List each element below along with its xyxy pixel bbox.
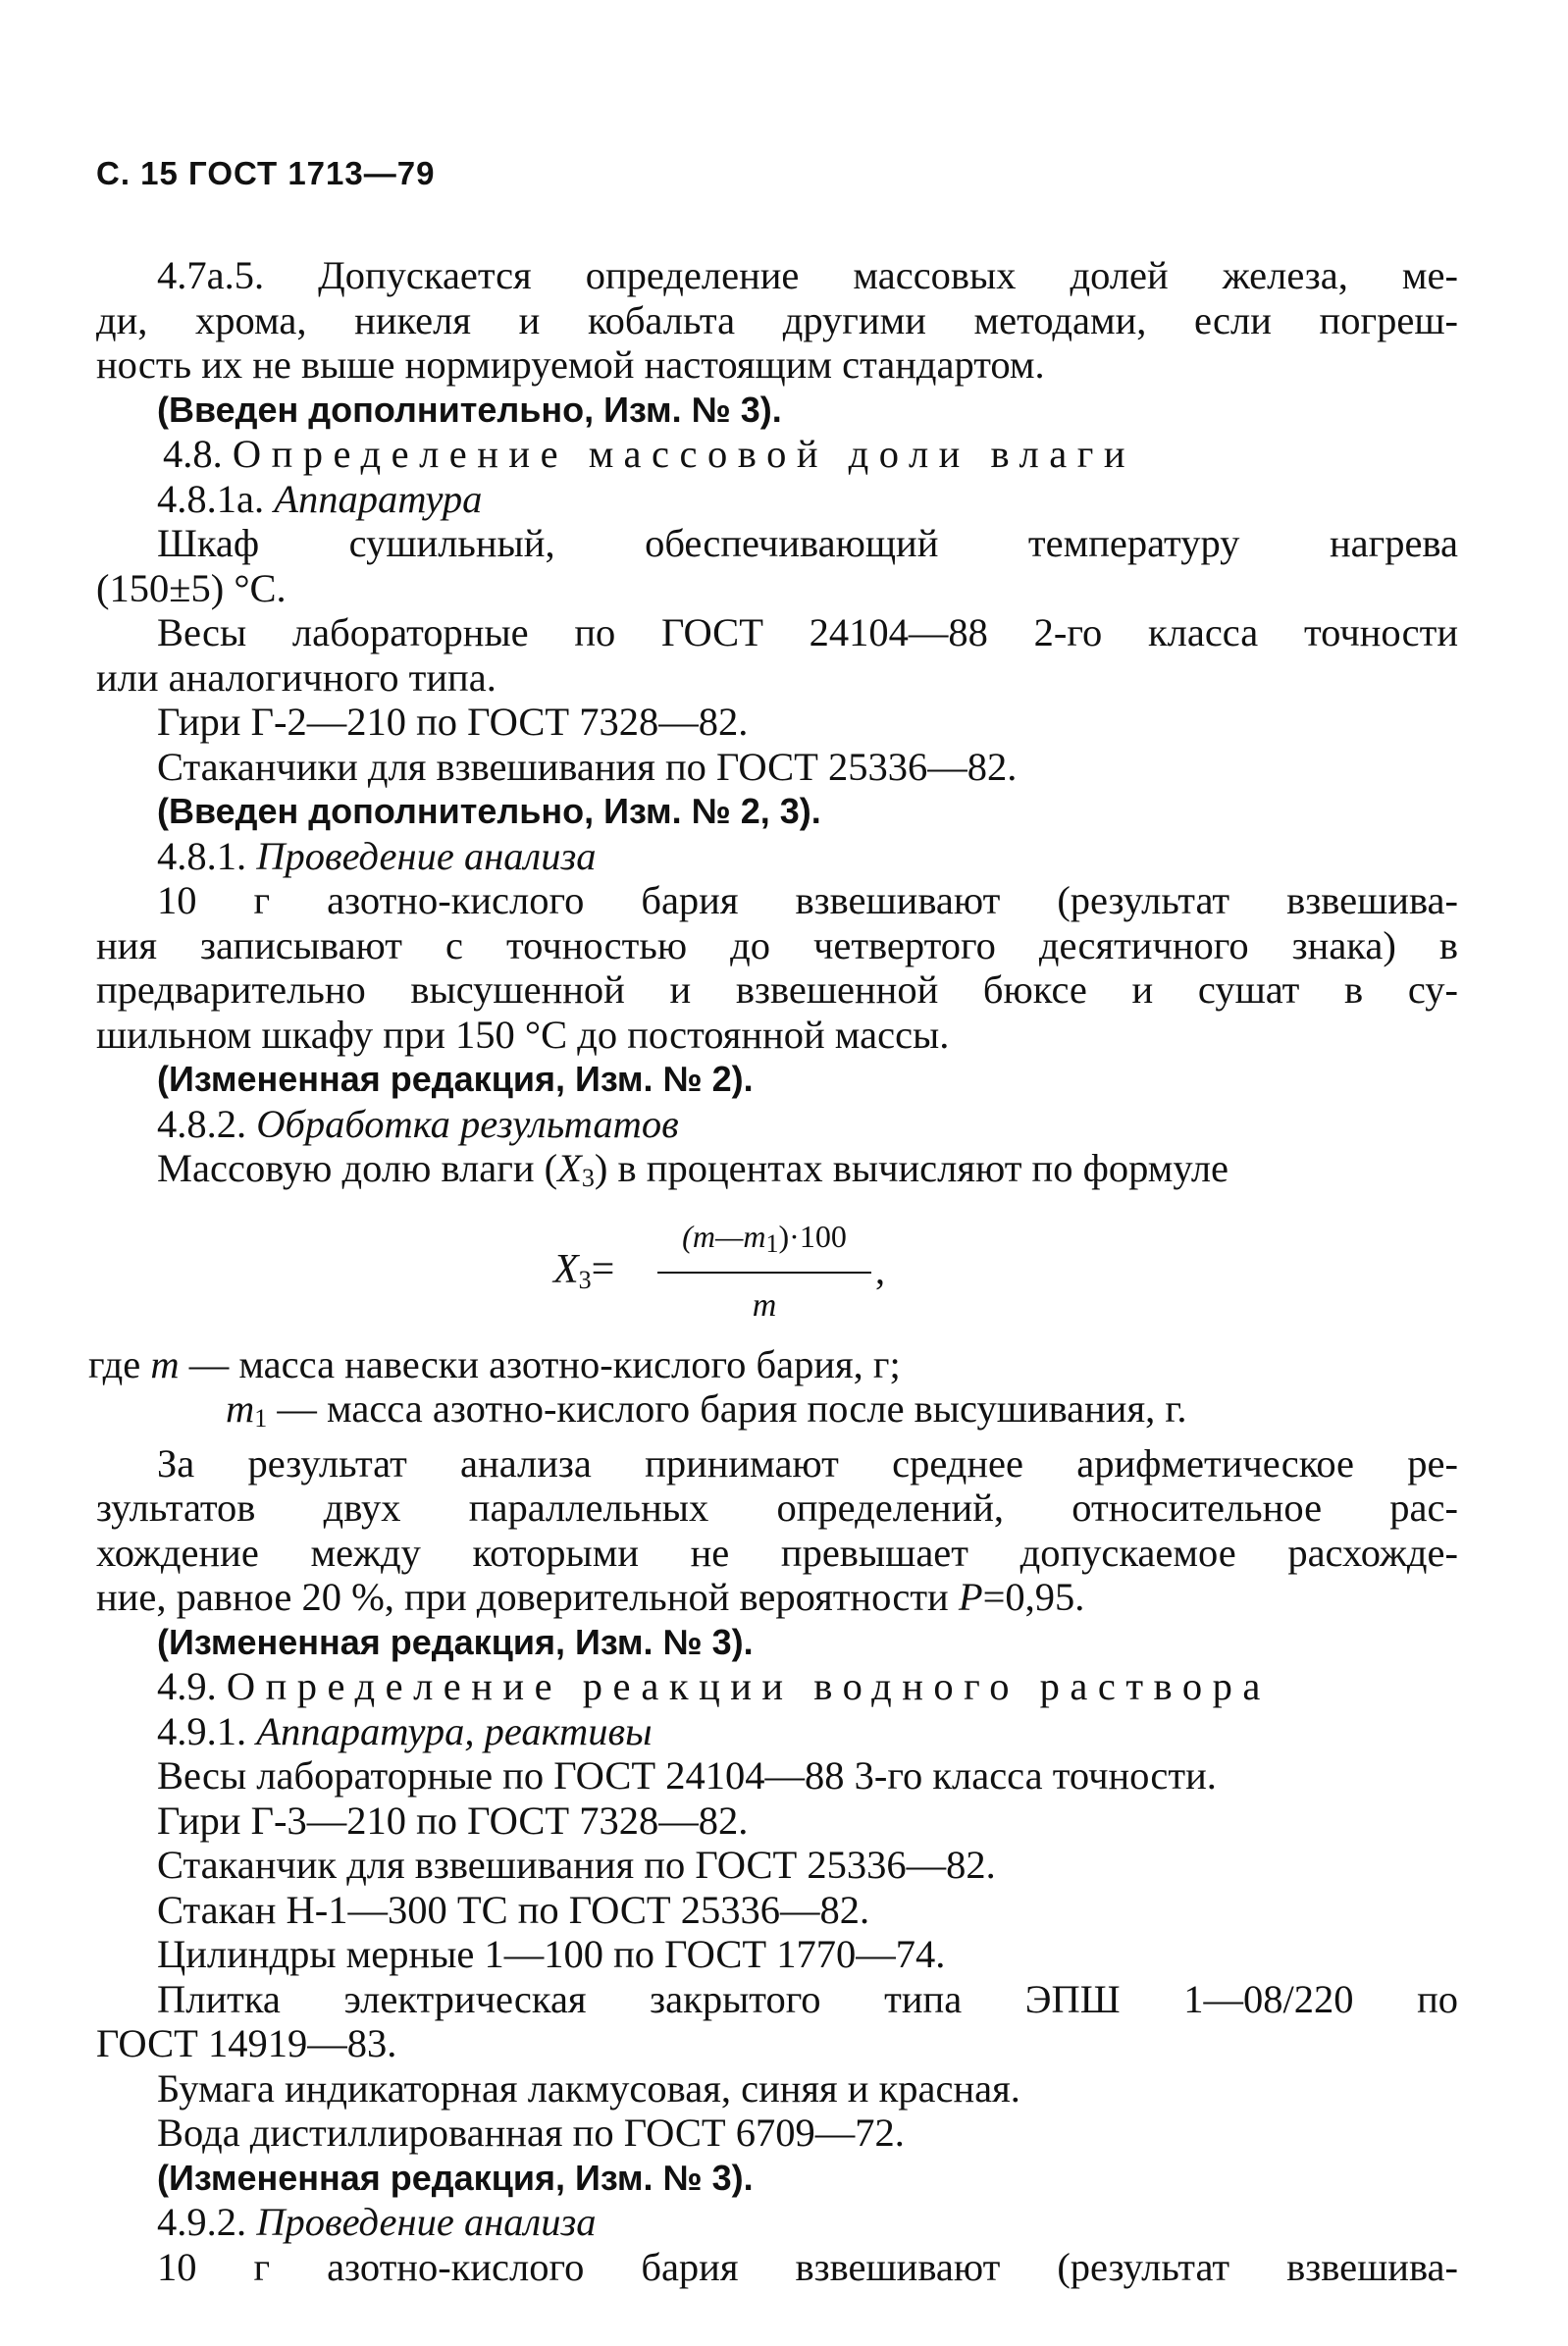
paragraph-hotplate: [96, 1976, 1458, 2066]
paragraph-litmus: Бумага индикаторная лакмусовая, синяя и красная.: [157, 2065, 1020, 2111]
variable-symbol: P: [958, 1575, 983, 1619]
paragraph-weights-2: Гири Г-3—210 по ГОСТ 7328—82.: [157, 1798, 749, 1843]
numerator-tail: )·100: [778, 1218, 847, 1254]
where-line-1: [88, 1342, 1458, 1387]
subsection-heading-4-8-1a: [157, 477, 1458, 522]
variable-symbol: m: [226, 1386, 255, 1431]
section-title: Проведение анализа: [256, 833, 597, 878]
section-number: 4.8.1.: [157, 833, 247, 878]
fraction-bar: [657, 1272, 871, 1274]
section-number: 4.9.2.: [157, 2200, 247, 2244]
paragraph-formula-intro: [157, 1146, 1458, 1201]
variable-symbol: X: [557, 1146, 582, 1190]
paragraph-cylinders: Цилиндры мерные 1—100 по ГОСТ 1770—74.: [157, 1932, 946, 1976]
text-line: или аналогичного типа.: [96, 654, 497, 700]
amendment-note: (Измененная редакция, Изм. № 2).: [157, 1059, 754, 1099]
section-number: 4.8.2.: [157, 1101, 247, 1146]
where-text: — масса навески азотно-кислого бария, г;: [179, 1341, 901, 1386]
formula-subscript: 3: [578, 1265, 592, 1294]
subsection-heading-4-8-1: [157, 834, 1458, 879]
paragraph-scales-2: Весы лабораторные по ГОСТ 24104—88 3-го класса точности.: [157, 1753, 1217, 1798]
text-line: ность их не выше нормируемой настоящим стандартом.: [96, 342, 1045, 387]
formula-equals: =: [591, 1246, 615, 1292]
text-line: 10 г азотно-кислого бария взвешивают (результат взвешива-: [157, 878, 1458, 922]
section-title: Аппаратура, реактивы: [256, 1708, 653, 1753]
section-title: Проведение анализа: [256, 2200, 597, 2244]
paragraph-weights-1: Гири Г-2—210 по ГОСТ 7328—82.: [157, 700, 749, 744]
paragraph-cups-1: Стаканчики для взвешивания по ГОСТ 25336—82.: [157, 744, 1018, 789]
paragraph-beaker: Стакан Н-1—300 ТС по ГОСТ 25336—82.: [157, 1887, 870, 1932]
text-fragment: =0,95.: [982, 1575, 1085, 1619]
section-title: Определение массовой доли влаги: [232, 432, 1136, 476]
variable-subscript: 3: [581, 1164, 595, 1192]
text-line: 10 г азотно-кислого бария взвешивают (результат взвешива-: [157, 2244, 1458, 2289]
text-line: 4.7а.5. Допускается определение массовых долей железа, ме-: [157, 253, 1458, 297]
text-line: ния записывают с точностью до четвертого десятичного знака) в: [96, 922, 1458, 967]
paragraph-analysis-2: [157, 2245, 1458, 2290]
subsection-heading-4-9-1: [157, 1709, 1458, 1754]
subsection-heading-4-9-2: [157, 2200, 1458, 2245]
section-heading-4-9: [157, 1664, 1458, 1709]
amendment-note: (Измененная редакция, Изм. № 3).: [157, 1621, 754, 1662]
paragraph-cup-2: Стаканчик для взвешивания по ГОСТ 25336—82.: [157, 1843, 996, 1887]
where-text: — масса азотно-кислого бария после высушивания, г.: [267, 1386, 1187, 1431]
variable-subscript: 1: [254, 1404, 268, 1433]
section-number: 4.8.: [163, 432, 223, 476]
formula-lhs: [553, 1248, 614, 1303]
text-line: шильном шкафу при 150 °С до постоянной массы.: [96, 1012, 950, 1057]
formula-numerator: [657, 1215, 871, 1267]
variable-symbol: m: [150, 1341, 180, 1386]
formula-denominator: m: [752, 1287, 777, 1324]
formula-comma: ,: [875, 1247, 885, 1292]
section-title: Аппаратура: [274, 476, 483, 521]
text-line: Шкаф сушильный, обеспечивающий температуру нагрева: [157, 521, 1458, 565]
section-number: 4.9.: [157, 1664, 217, 1708]
paragraph-4-7a-5: [96, 253, 1458, 388]
text-line: [96, 1575, 1458, 1620]
paragraph-result: [96, 1440, 1458, 1620]
text-line: Весы лабораторные по ГОСТ 24104—88 2-го класса точности: [157, 610, 1458, 654]
section-number: 4.8.1а.: [157, 476, 265, 521]
paragraph-scales-1: [96, 610, 1458, 700]
where-prefix: где: [88, 1341, 141, 1386]
amendment-note: (Измененная редакция, Изм. № 3).: [157, 2157, 754, 2198]
text-line: За результат анализа принимают среднее арифметическое ре-: [157, 1440, 1458, 1486]
text-line: Плитка электрическая закрытого типа ЭПШ 1—08/220 по: [157, 1976, 1458, 2021]
section-heading-4-8: [163, 432, 1458, 477]
paragraph-dryer: [96, 521, 1458, 610]
formula-moisture: [157, 1209, 1458, 1336]
where-line-2: [226, 1386, 1458, 1441]
text-line: зультатов двух параллельных определений, относительное рас-: [96, 1486, 1458, 1530]
text-fragment: Массовую долю влаги (: [157, 1146, 558, 1190]
text-fragment: ) в процентах вычисляют по формуле: [594, 1146, 1229, 1190]
amendment-note: (Введен дополнительно, Изм. № 3).: [157, 389, 782, 430]
text-line: (150±5) °С.: [96, 565, 287, 610]
text-fragment: ние, равное 20 %, при доверительной вероятности: [96, 1575, 959, 1619]
numerator-part: (m—m: [682, 1218, 766, 1254]
numerator-subscript: 1: [765, 1228, 779, 1258]
subsection-heading-4-8-2: [157, 1102, 1458, 1147]
section-number: 4.9.1.: [157, 1708, 247, 1753]
text-line: ди, хрома, никеля и кобальта другими методами, если погреш-: [96, 297, 1458, 342]
section-title: Определение реакции водного раствора: [226, 1664, 1271, 1708]
document-body: [88, 253, 1458, 2289]
paragraph-water: Вода дистиллированная по ГОСТ 6709—72.: [157, 2111, 905, 2155]
amendment-note: (Введен дополнительно, Изм. № 2, 3).: [157, 791, 821, 831]
paragraph-analysis-1: [96, 878, 1458, 1057]
section-title: Обработка результатов: [256, 1101, 679, 1146]
formula-symbol: X: [553, 1246, 579, 1292]
page-header: С. 15 ГОСТ 1713—79: [96, 155, 436, 191]
text-line: ГОСТ 14919—83.: [96, 2021, 397, 2065]
text-line: предварительно высушенной и взвешенной бюксе и сушат в су-: [96, 967, 1458, 1012]
formula-fraction: [657, 1215, 871, 1329]
text-line: хождение между которыми не превышает допускаемое расхожде-: [96, 1530, 1458, 1575]
